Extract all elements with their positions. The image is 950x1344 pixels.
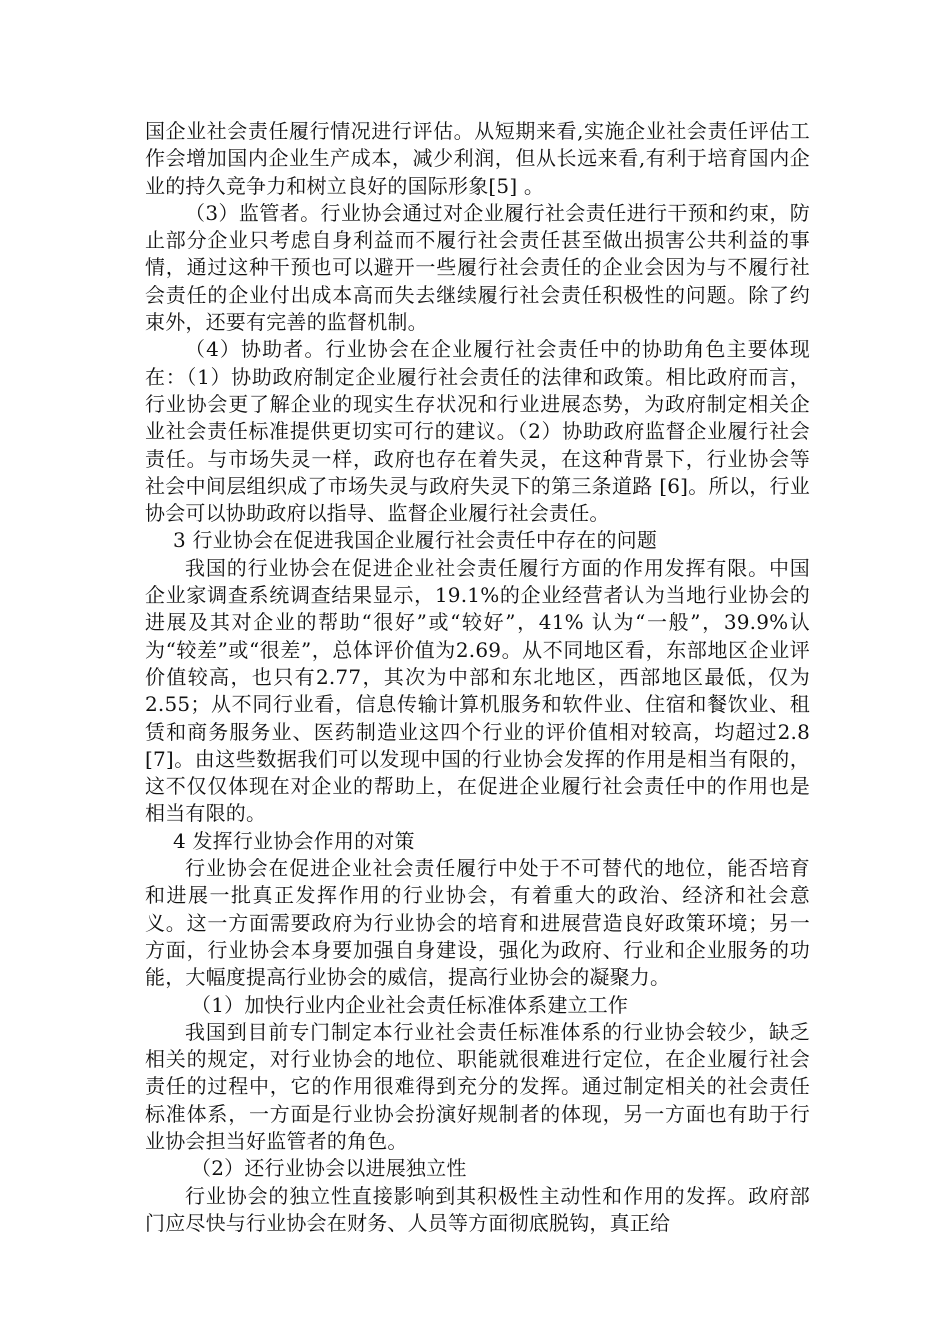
paragraph-independence: 行业协会的独立性直接影响到其积极性主动性和作用的发挥。政府部门应尽快与行业协会在财务、人员等方面彻底脱钩，真正给 bbox=[145, 1183, 810, 1235]
paragraph-problems: 我国的行业协会在促进企业社会责任履行方面的作用发挥有限。中国企业家调查系统调查结果显示，19.1%的企业经营者认为当地行业协会的进展及其对企业的帮助“很好”或“较好”，41% 认为“一般”，39.9%认为“较差”或“很差”，总体评价值为2.69。从不同地区看，东部地区企业评价值较高，也只有2.77，其次为中部和东北地区，西部地区最低，仅为2.55；从不同行业看，信息传输计算机服务和软件业、住宿和餐饮业、租赁和商务服务业、医药制造业这四个行业的评价值相对较高，均超过2.8 [7]。由这些数据我们可以发现中国的行业协会发挥的作用是相当有限的，这不仅仅体现在对企业的帮助上，在促进企业履行社会责任中的作用也是相当有限的。 bbox=[145, 555, 810, 826]
paragraph-countermeasures: 行业协会在促进企业社会责任履行中处于不可替代的地位，能否培育和进展一批真正发挥作用的行业协会，有着重大的政治、经济和社会意义。这一方面需要政府为行业协会的培育和进展营造良好政策环境；另一方面，行业协会本身要加强自身建设，强化为政府、行业和企业服务的功能，大幅度提高行业协会的威信，提高行业协会的凝聚力。 bbox=[145, 856, 810, 990]
subheading-2: （2）还行业协会以进展独立性 bbox=[191, 1156, 467, 1181]
body-text bbox=[145, 118, 810, 1237]
subheading-1: （1）加快行业内企业社会责任标准体系建立工作 bbox=[191, 992, 629, 1017]
paragraph-supervisor: （3）监管者。行业协会通过对企业履行社会责任进行干预和约束，防止部分企业只考虑自身利益而不履行社会责任甚至做出损害公共利益的事情，通过这种干预也可以避开一些履行社会责任的企业会因为与不履行社会责任的企业付出成本高而失去继续履行社会责任积极性的问题。除了约束外，还要有完善的监督机制。 bbox=[145, 200, 810, 335]
paragraph-standards: 我国到目前专门制定本行业社会责任标准体系的行业协会较少，缺乏相关的规定，对行业协会的地位、职能就很难进行定位，在企业履行社会责任的过程中，它的作用很难得到充分的发挥。通过制定相关的社会责任标准体系，一方面是行业协会扮演好规制者的体现，另一方面也有助于行业协会担当好监管者的角色。 bbox=[145, 1019, 810, 1153]
paragraph-continuation: 国企业社会责任履行情况进行评估。从短期来看,实施企业社会责任评估工作会增加国内企业生产成本，减少利润，但从长远来看,有利于培育国内企业的持久竞争力和树立良好的国际形象[5] 。 bbox=[145, 119, 810, 198]
section-heading-4: 4 发挥行业协会作用的对策 bbox=[173, 828, 415, 853]
paragraph-assistant: （4）协助者。行业协会在企业履行社会责任中的协助角色主要体现在：（1）协助政府制定企业履行社会责任的法律和政策。相比政府而言，行业协会更了解企业的现实生存状况和行业进展态势，为政府制定相关企业社会责任标准提供更切实可行的建议。（2）协助政府监督企业履行社会责任。与市场失灵一样，政府也存在着失灵，在这种背景下，行业协会等社会中间层组织成了市场失灵与政府失灵下的第三条道路 [6]。所以，行业协会可以协助政府以指导、监督企业履行社会责任。 bbox=[145, 337, 810, 526]
section-heading-3: 3 行业协会在促进我国企业履行社会责任中存在的问题 bbox=[173, 528, 658, 553]
